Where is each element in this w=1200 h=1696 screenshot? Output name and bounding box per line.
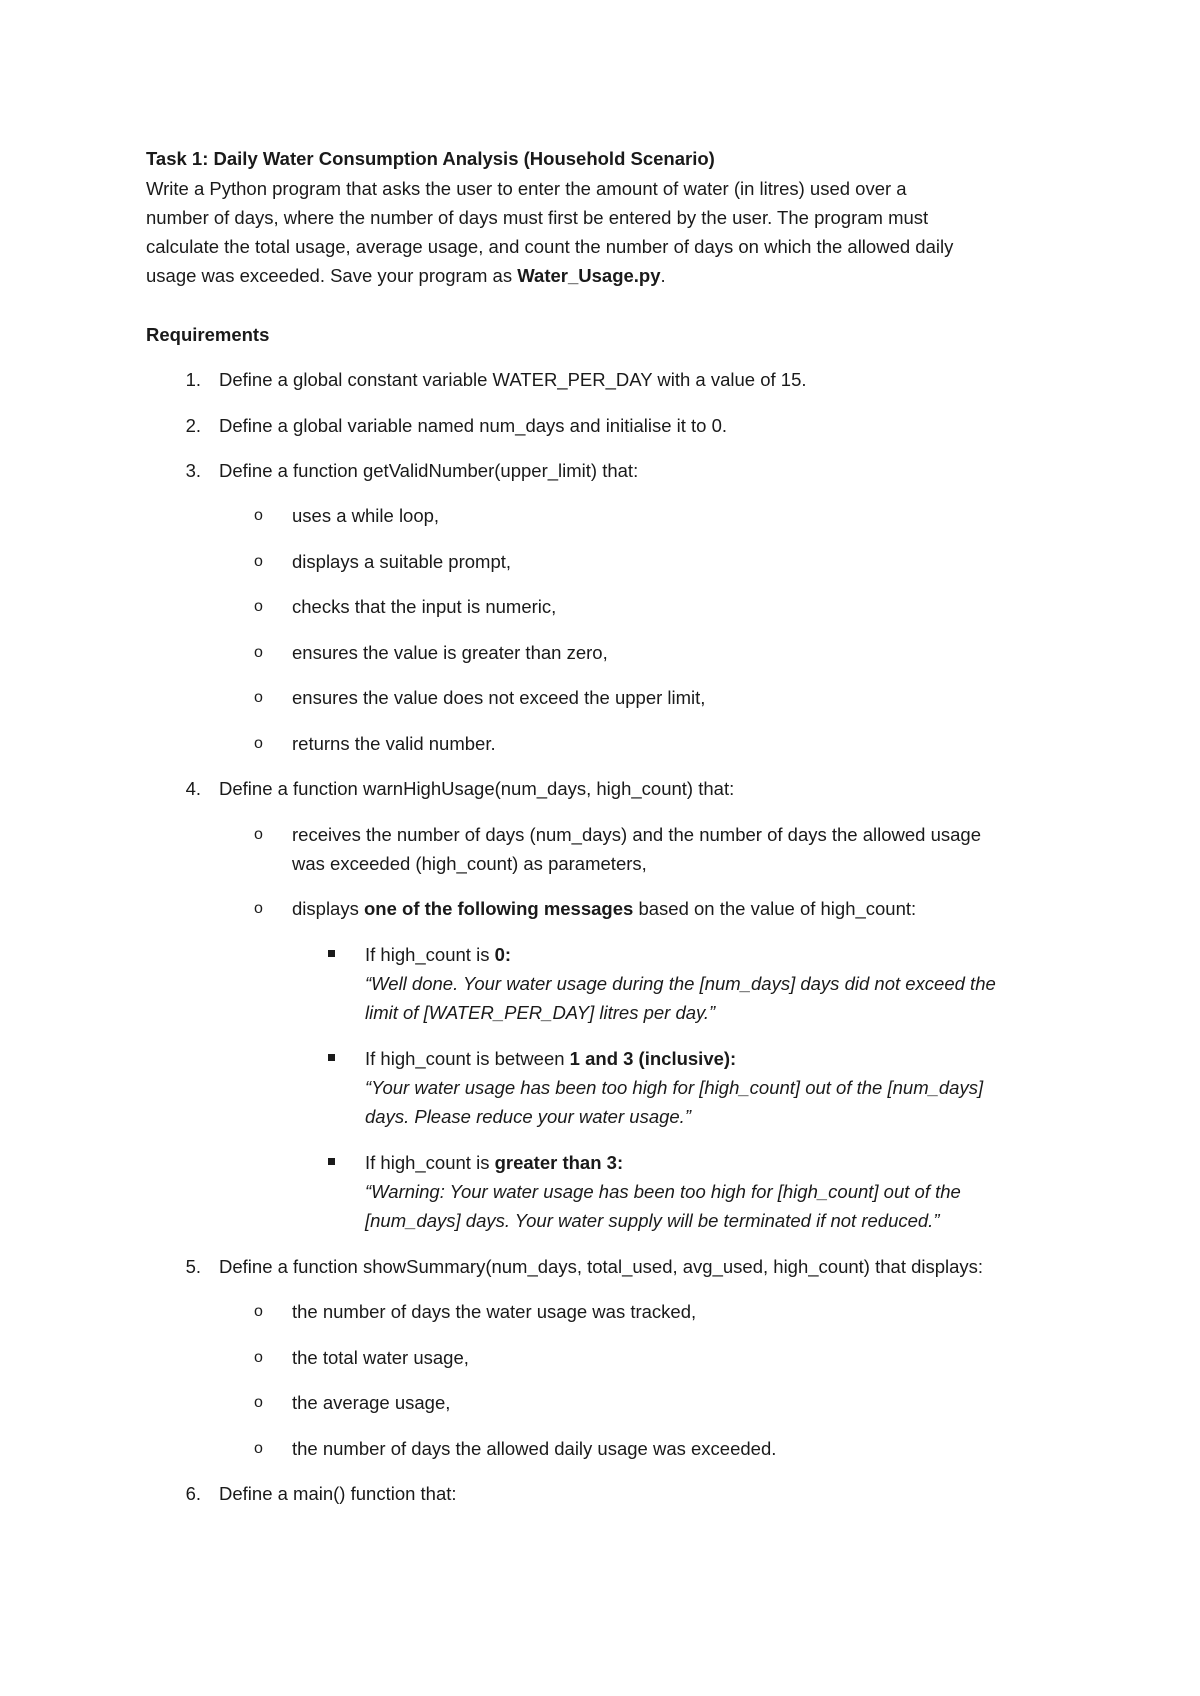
req2-text: Define a global variable named num_days and initialise it to 0. (219, 415, 728, 436)
req6-text: Define a main() function that: (219, 1483, 457, 1504)
task-title: Task 1: Daily Water Consumption Analysis (Household Scenario) (146, 148, 715, 169)
req4-item2-text: displays (292, 898, 364, 919)
req3-item: ensures the value does not exceed the upper limit, (292, 687, 706, 708)
case3-value: greater than 3: (494, 1152, 624, 1173)
bullet-o-icon: o (254, 507, 263, 524)
req2-number: 2. (185, 415, 201, 436)
case2-message-line2: days. Please reduce your water usage.” (365, 1106, 691, 1127)
bullet-o-icon: o (254, 1349, 263, 1366)
case3-condition (365, 1151, 623, 1175)
program-filename: Water_Usage.py (517, 265, 661, 286)
case3-text: If high_count is (365, 1152, 495, 1173)
req4-item2-emphasis: one of the following messages (363, 898, 634, 919)
requirements-heading: Requirements (146, 324, 270, 345)
intro-line-3: calculate the total usage, average usage, and count the number of days on which the allowed daily (146, 236, 954, 257)
req4-text: Define a function warnHighUsage(num_days, high_count) that: (219, 778, 735, 799)
bullet-o-icon: o (254, 644, 263, 661)
bullet-o-icon: o (254, 553, 263, 570)
req5-text: Define a function showSummary(num_days, total_used, avg_used, high_count) that displays: (219, 1256, 984, 1277)
case1-value: 0: (494, 944, 512, 965)
bullet-o-icon: o (254, 826, 263, 843)
square-bullet-icon (328, 1158, 335, 1165)
case2-message-line1: “Your water usage has been too high for [high_count] out of the [num_days] (365, 1077, 984, 1098)
bullet-o-icon: o (254, 1303, 263, 1320)
req4-item1-line1: receives the number of days (num_days) and the number of days the allowed usage (292, 824, 982, 845)
case2-value: 1 and 3 (inclusive): (569, 1048, 737, 1069)
case1-text: If high_count is (365, 944, 495, 965)
req3-number: 3. (185, 460, 201, 481)
req6-number: 6. (185, 1483, 201, 1504)
square-bullet-icon (328, 950, 335, 957)
bullet-o-icon: o (254, 598, 263, 615)
req3-item: uses a while loop, (292, 505, 440, 526)
req4-item2-text-end: based on the value of high_count: (633, 898, 917, 919)
req5-item: the number of days the water usage was tracked, (292, 1301, 697, 1322)
req4-item2 (292, 897, 916, 921)
req3-item: returns the valid number. (292, 733, 496, 754)
intro-text: usage was exceeded. Save your program as (146, 265, 518, 286)
req3-text: Define a function getValidNumber(upper_limit) that: (219, 460, 639, 481)
bullet-o-icon: o (254, 735, 263, 752)
req4-item1-line2: was exceeded (high_count) as parameters, (292, 853, 647, 874)
req3-item: checks that the input is numeric, (292, 596, 557, 617)
req4-number: 4. (185, 778, 201, 799)
bullet-o-icon: o (254, 1440, 263, 1457)
req3-item: ensures the value is greater than zero, (292, 642, 608, 663)
req5-number: 5. (185, 1256, 201, 1277)
req5-item: the number of days the allowed daily usage was exceeded. (292, 1438, 777, 1459)
square-bullet-icon (328, 1054, 335, 1061)
intro-line-4 (146, 264, 666, 288)
req3-item: displays a suitable prompt, (292, 551, 512, 572)
case3-message-line1: “Warning: Your water usage has been too high for [high_count] out of the (365, 1181, 961, 1202)
case1-condition (365, 943, 511, 967)
req1-number: 1. (185, 369, 201, 390)
req5-item: the total water usage, (292, 1347, 469, 1368)
bullet-o-icon: o (254, 689, 263, 706)
case2-condition (365, 1047, 736, 1071)
case3-message-line2: [num_days] days. Your water supply will be terminated if not reduced.” (365, 1210, 940, 1231)
req1-text: Define a global constant variable WATER_PER_DAY with a value of 15. (219, 369, 807, 390)
intro-line-2: number of days, where the number of days must first be entered by the user. The program must (146, 207, 929, 228)
bullet-o-icon: o (254, 1394, 263, 1411)
bullet-o-icon: o (254, 900, 263, 917)
case2-text: If high_count is between (365, 1048, 570, 1069)
case1-message-line2: limit of [WATER_PER_DAY] litres per day.” (365, 1002, 716, 1023)
req5-item: the average usage, (292, 1392, 451, 1413)
intro-period: . (660, 265, 666, 286)
intro-line-1: Write a Python program that asks the user to enter the amount of water (in litres) used over a (146, 178, 907, 199)
case1-message-line1: “Well done. Your water usage during the [num_days] days did not exceed the (365, 973, 996, 994)
